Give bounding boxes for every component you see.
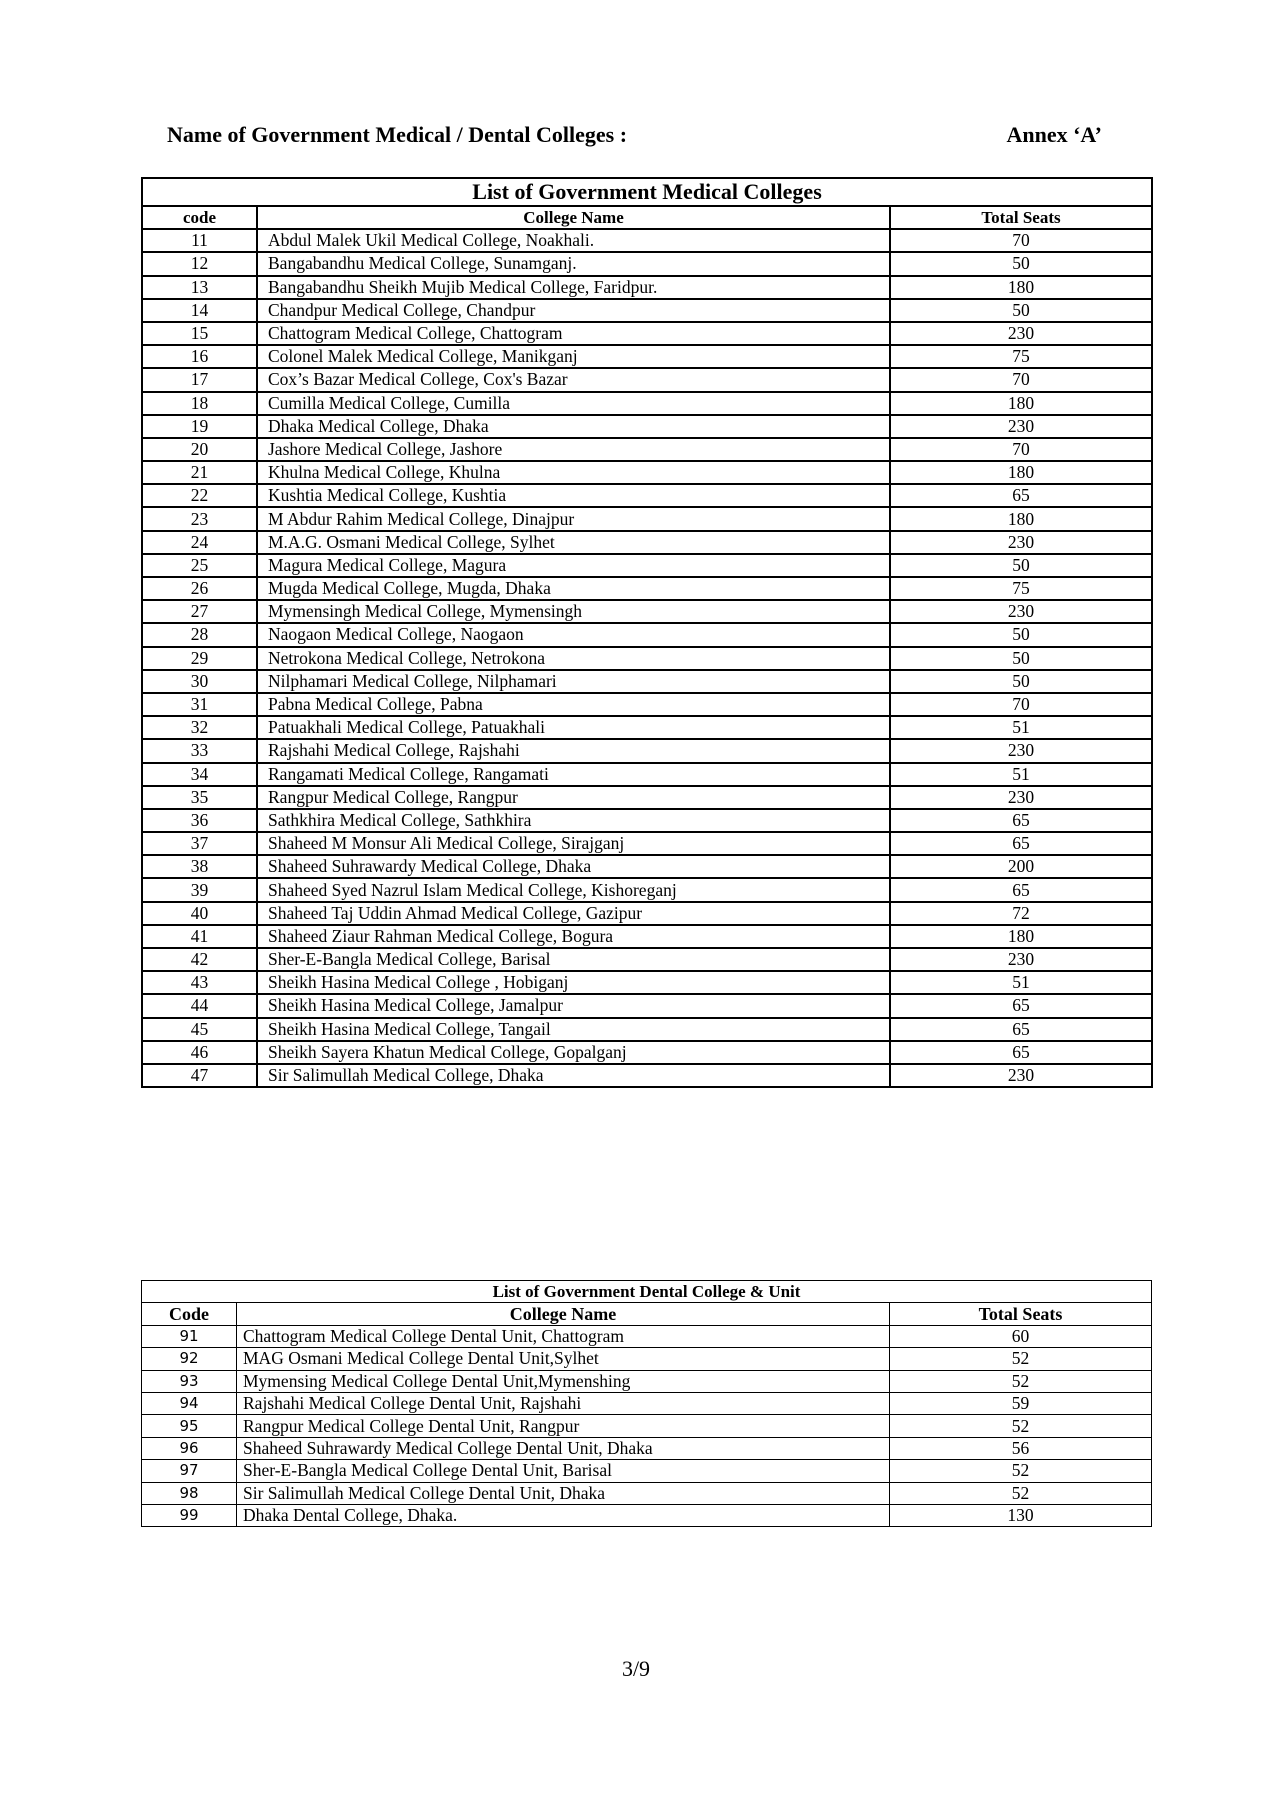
table-row	[142, 809, 1152, 832]
total-seats: 65	[890, 484, 1152, 507]
table-row	[142, 554, 1152, 577]
college-name: Shaheed Suhrawardy Medical College Dental Unit, Dhaka	[237, 1437, 890, 1459]
total-seats: 72	[890, 902, 1152, 925]
table-row	[142, 484, 1152, 507]
college-code: 34	[142, 763, 257, 786]
college-name: Bangabandhu Sheikh Mujib Medical College, Faridpur.	[257, 276, 890, 299]
college-name: Dhaka Dental College, Dhaka.	[237, 1504, 890, 1526]
college-code: 43	[142, 971, 257, 994]
college-name: Magura Medical College, Magura	[257, 554, 890, 577]
table-title-row	[142, 178, 1152, 206]
total-seats: 70	[890, 438, 1152, 461]
college-code: 12	[142, 252, 257, 275]
college-code: 42	[142, 948, 257, 971]
total-seats: 50	[890, 647, 1152, 670]
total-seats: 50	[890, 670, 1152, 693]
college-name: Sher-E-Bangla Medical College Dental Unit, Barisal	[237, 1460, 890, 1482]
college-name: Sheikh Sayera Khatun Medical College, Gopalganj	[257, 1041, 890, 1064]
column-header-college-name: College Name	[257, 206, 890, 229]
college-name: Pabna Medical College, Pabna	[257, 693, 890, 716]
college-name: Chattogram Medical College Dental Unit, Chattogram	[237, 1325, 890, 1347]
total-seats: 51	[890, 763, 1152, 786]
total-seats: 50	[890, 299, 1152, 322]
column-header-code: code	[142, 206, 257, 229]
table-header-row	[142, 1303, 1152, 1325]
table-row	[142, 531, 1152, 554]
table-row	[142, 299, 1152, 322]
table-row	[142, 252, 1152, 275]
college-name: Colonel Malek Medical College, Manikganj	[257, 345, 890, 368]
college-name: Shaheed Ziaur Rahman Medical College, Bogura	[257, 925, 890, 948]
college-code: 31	[142, 693, 257, 716]
table-row	[142, 1504, 1152, 1526]
college-name: Dhaka Medical College, Dhaka	[257, 415, 890, 438]
college-name: Mymensingh Medical College, Mymensingh	[257, 600, 890, 623]
page-header	[167, 122, 1102, 152]
college-name: Chandpur Medical College, Chandpur	[257, 299, 890, 322]
table-row	[142, 971, 1152, 994]
college-code: 96	[142, 1437, 237, 1459]
total-seats: 51	[890, 716, 1152, 739]
college-name: Cumilla Medical College, Cumilla	[257, 392, 890, 415]
table-row	[142, 716, 1152, 739]
table-row	[142, 786, 1152, 809]
table-row	[142, 1370, 1152, 1392]
table-row	[142, 1415, 1152, 1437]
table-row	[142, 739, 1152, 762]
table-row	[142, 902, 1152, 925]
column-header-college-name: College Name	[237, 1303, 890, 1325]
college-code: 45	[142, 1018, 257, 1041]
total-seats: 75	[890, 345, 1152, 368]
college-code: 11	[142, 229, 257, 252]
table-row	[142, 948, 1152, 971]
table-row	[142, 832, 1152, 855]
table-row	[142, 229, 1152, 252]
total-seats: 60	[890, 1325, 1152, 1347]
total-seats: 180	[890, 507, 1152, 530]
total-seats: 130	[890, 1504, 1152, 1526]
college-name: Sir Salimullah Medical College, Dhaka	[257, 1064, 890, 1087]
table-row	[142, 647, 1152, 670]
college-name: Sher-E-Bangla Medical College, Barisal	[257, 948, 890, 971]
college-code: 93	[142, 1370, 237, 1392]
college-code: 17	[142, 368, 257, 391]
college-name: M.A.G. Osmani Medical College, Sylhet	[257, 531, 890, 554]
college-name: Cox’s Bazar Medical College, Cox's Bazar	[257, 368, 890, 391]
college-code: 33	[142, 739, 257, 762]
document-title: Name of Government Medical / Dental Colleges :	[167, 122, 628, 147]
college-code: 36	[142, 809, 257, 832]
college-name: Shaheed Taj Uddin Ahmad Medical College, Gazipur	[257, 902, 890, 925]
college-name: Rangpur Medical College Dental Unit, Rangpur	[237, 1415, 890, 1437]
total-seats: 230	[890, 600, 1152, 623]
total-seats: 70	[890, 368, 1152, 391]
page-number: 3/9	[621, 1656, 651, 1681]
total-seats: 56	[890, 1437, 1152, 1459]
total-seats: 70	[890, 229, 1152, 252]
total-seats: 230	[890, 1064, 1152, 1087]
table-row	[142, 855, 1152, 878]
college-code: 28	[142, 623, 257, 646]
total-seats: 51	[890, 971, 1152, 994]
college-name: Chattogram Medical College, Chattogram	[257, 322, 890, 345]
college-name: Rangamati Medical College, Rangamati	[257, 763, 890, 786]
college-code: 19	[142, 415, 257, 438]
total-seats: 65	[890, 1018, 1152, 1041]
college-name: Shaheed Suhrawardy Medical College, Dhaka	[257, 855, 890, 878]
college-code: 94	[142, 1392, 237, 1414]
total-seats: 52	[890, 1415, 1152, 1437]
college-code: 47	[142, 1064, 257, 1087]
total-seats: 52	[890, 1370, 1152, 1392]
total-seats: 52	[890, 1348, 1152, 1370]
total-seats: 230	[890, 322, 1152, 345]
total-seats: 52	[890, 1460, 1152, 1482]
college-name: Shaheed M Monsur Ali Medical College, Sirajganj	[257, 832, 890, 855]
college-code: 44	[142, 994, 257, 1017]
table-row	[142, 1460, 1152, 1482]
college-code: 37	[142, 832, 257, 855]
college-name: Patuakhali Medical College, Patuakhali	[257, 716, 890, 739]
college-name: Sheikh Hasina Medical College, Tangail	[257, 1018, 890, 1041]
table-row	[142, 878, 1152, 901]
table-row	[142, 1018, 1152, 1041]
table-row	[142, 1392, 1152, 1414]
total-seats: 50	[890, 623, 1152, 646]
college-name: Rajshahi Medical College, Rajshahi	[257, 739, 890, 762]
table-row	[142, 1482, 1152, 1504]
medical-table-title: List of Government Medical Colleges	[142, 178, 1152, 206]
college-name: Mymensing Medical College Dental Unit,Mymenshing	[237, 1370, 890, 1392]
total-seats: 52	[890, 1482, 1152, 1504]
total-seats: 50	[890, 252, 1152, 275]
table-row	[142, 322, 1152, 345]
table-row	[142, 763, 1152, 786]
dental-colleges-table	[141, 1280, 1152, 1527]
table-row	[142, 994, 1152, 1017]
medical-colleges-table	[141, 177, 1153, 1088]
annex-label: Annex ‘A’	[1006, 122, 1102, 147]
table-row	[142, 438, 1152, 461]
college-name: Naogaon Medical College, Naogaon	[257, 623, 890, 646]
college-code: 97	[142, 1460, 237, 1482]
college-name: Khulna Medical College, Khulna	[257, 461, 890, 484]
total-seats: 180	[890, 392, 1152, 415]
college-code: 20	[142, 438, 257, 461]
total-seats: 230	[890, 739, 1152, 762]
college-name: Abdul Malek Ukil Medical College, Noakhali.	[257, 229, 890, 252]
college-code: 35	[142, 786, 257, 809]
college-code: 16	[142, 345, 257, 368]
total-seats: 230	[890, 948, 1152, 971]
column-header-total-seats: Total Seats	[890, 1303, 1152, 1325]
college-code: 25	[142, 554, 257, 577]
table-row	[142, 1348, 1152, 1370]
college-code: 30	[142, 670, 257, 693]
college-name: Netrokona Medical College, Netrokona	[257, 647, 890, 670]
college-name: Shaheed Syed Nazrul Islam Medical College, Kishoreganj	[257, 878, 890, 901]
table-row	[142, 461, 1152, 484]
table-header-row	[142, 206, 1152, 229]
college-name: Sheikh Hasina Medical College , Hobiganj	[257, 971, 890, 994]
college-code: 26	[142, 577, 257, 600]
column-header-code: Code	[142, 1303, 237, 1325]
table-row	[142, 1437, 1152, 1459]
total-seats: 65	[890, 809, 1152, 832]
college-code: 22	[142, 484, 257, 507]
table-row	[142, 345, 1152, 368]
dental-table-title: List of Government Dental College & Unit	[142, 1281, 1152, 1303]
table-row	[142, 1041, 1152, 1064]
table-row	[142, 507, 1152, 530]
college-code: 99	[142, 1504, 237, 1526]
college-code: 95	[142, 1415, 237, 1437]
total-seats: 65	[890, 994, 1152, 1017]
table-row	[142, 693, 1152, 716]
table-row	[142, 415, 1152, 438]
total-seats: 230	[890, 415, 1152, 438]
college-code: 46	[142, 1041, 257, 1064]
total-seats: 70	[890, 693, 1152, 716]
college-name: Sheikh Hasina Medical College, Jamalpur	[257, 994, 890, 1017]
college-code: 38	[142, 855, 257, 878]
total-seats: 180	[890, 276, 1152, 299]
table-row	[142, 1325, 1152, 1347]
college-code: 41	[142, 925, 257, 948]
college-name: MAG Osmani Medical College Dental Unit,Sylhet	[237, 1348, 890, 1370]
column-header-total-seats: Total Seats	[890, 206, 1152, 229]
college-code: 39	[142, 878, 257, 901]
total-seats: 65	[890, 1041, 1152, 1064]
total-seats: 180	[890, 461, 1152, 484]
college-code: 14	[142, 299, 257, 322]
college-code: 18	[142, 392, 257, 415]
college-name: Kushtia Medical College, Kushtia	[257, 484, 890, 507]
total-seats: 230	[890, 786, 1152, 809]
college-code: 13	[142, 276, 257, 299]
table-row	[142, 623, 1152, 646]
college-name: Rajshahi Medical College Dental Unit, Rajshahi	[237, 1392, 890, 1414]
college-code: 23	[142, 507, 257, 530]
college-code: 29	[142, 647, 257, 670]
table-title-row	[142, 1281, 1152, 1303]
college-code: 98	[142, 1482, 237, 1504]
total-seats: 180	[890, 925, 1152, 948]
college-code: 21	[142, 461, 257, 484]
college-name: Jashore Medical College, Jashore	[257, 438, 890, 461]
total-seats: 230	[890, 531, 1152, 554]
college-name: Sathkhira Medical College, Sathkhira	[257, 809, 890, 832]
table-row	[142, 670, 1152, 693]
table-row	[142, 392, 1152, 415]
total-seats: 65	[890, 878, 1152, 901]
total-seats: 200	[890, 855, 1152, 878]
table-row	[142, 276, 1152, 299]
college-code: 40	[142, 902, 257, 925]
college-name: Bangabandhu Medical College, Sunamganj.	[257, 252, 890, 275]
table-row	[142, 577, 1152, 600]
college-code: 91	[142, 1325, 237, 1347]
table-row	[142, 1064, 1152, 1087]
college-name: Rangpur Medical College, Rangpur	[257, 786, 890, 809]
college-name: M Abdur Rahim Medical College, Dinajpur	[257, 507, 890, 530]
table-row	[142, 368, 1152, 391]
total-seats: 50	[890, 554, 1152, 577]
college-name: Nilphamari Medical College, Nilphamari	[257, 670, 890, 693]
college-code: 24	[142, 531, 257, 554]
college-code: 92	[142, 1348, 237, 1370]
college-code: 32	[142, 716, 257, 739]
college-name: Sir Salimullah Medical College Dental Unit, Dhaka	[237, 1482, 890, 1504]
total-seats: 75	[890, 577, 1152, 600]
total-seats: 65	[890, 832, 1152, 855]
table-row	[142, 925, 1152, 948]
college-name: Mugda Medical College, Mugda, Dhaka	[257, 577, 890, 600]
total-seats: 59	[890, 1392, 1152, 1414]
college-code: 27	[142, 600, 257, 623]
table-row	[142, 600, 1152, 623]
college-code: 15	[142, 322, 257, 345]
